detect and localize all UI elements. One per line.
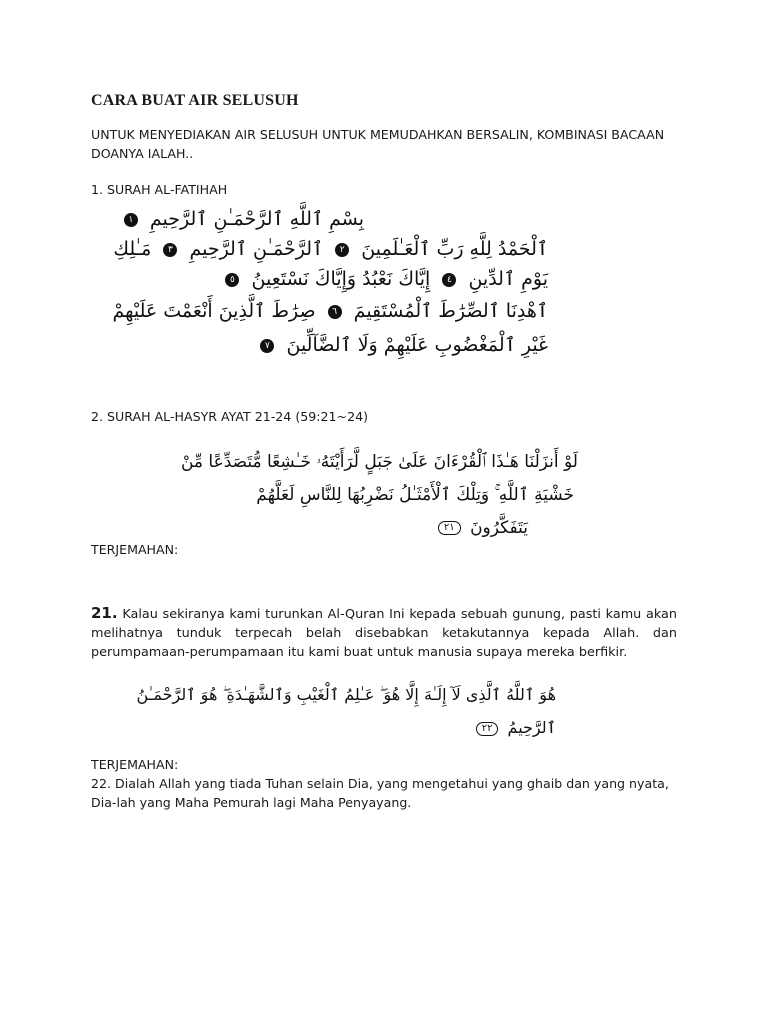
fatihah-ayah-5: إِيَّاكَ نَعْبُدُ وَإِيَّاكَ نَسْتَعِينُ (251, 268, 431, 290)
terjemahan-label: TERJEMAHAN: (91, 542, 179, 557)
intro-paragraph: UNTUK MENYEDIAKAN AIR SELUSUH UNTUK MEMUDAHKAN BERSALIN, KOMBINASI BACAAN DOANYA IALAH.. (91, 127, 665, 161)
translation-ayah-21 (91, 604, 677, 662)
ayah-number-marker: ٥ (225, 273, 239, 287)
fatihah-ayah-4-end: يَوْمِ ٱلدِّينِ (468, 268, 548, 290)
fatihah-ayah-6: ٱهْدِنَا ٱلصِّرَٰطَ ٱلْمُسْتَقِيمَ (353, 300, 548, 322)
ayah-number-marker: ٤ (442, 273, 456, 287)
page-title: CARA BUAT AIR SELUSUH (91, 92, 299, 109)
hasyr-22-line-2 (472, 718, 556, 737)
translation-21-text: Kalau sekiranya kami turunkan Al-Quran Ini kepada sebuah gunung, pasti kamu akan melihatnya tunduk terpecah belah disebabkan ketakutannya kepada Allah. dan perumpamaan-perumpamaan itu kami buat untuk manusia supaya mereka berfikir. (91, 607, 677, 660)
fatihah-line-1 (118, 208, 364, 230)
fatihah-ayah-4-start: مَـٰلِكِ (113, 238, 152, 260)
fatihah-ayah-7-start: صِرَٰطَ ٱلَّذِينَ أَنْعَمْتَ عَلَيْهِمْ (112, 300, 316, 322)
hasyr-22-line-1: هُوَ ٱللَّهُ ٱلَّذِى لَآ إِلَـٰهَ إِلَّا هُوَ ۖ عَـٰلِمُ ٱلْغَيْبِ وَٱلشَّهَـٰدَةِ ۖ هُوَ ٱلرَّحْمَـٰنُ (136, 685, 556, 704)
fatihah-line-3 (219, 268, 548, 290)
hasyr-21-line-1: لَوْ أَنزَلْنَا هَـٰذَا ٱلْقُرْءَانَ عَلَىٰ جَبَلٍ لَّرَأَيْتَهُۥ خَـٰشِعًا مُّتَصَدِّعًا مِّنْ (180, 452, 578, 472)
ayah-number-marker: ٢١ (438, 521, 461, 535)
terjemahan-label: TERJEMAHAN: (91, 757, 179, 772)
ayah-number-marker: ٧ (260, 339, 274, 353)
translation-ayah-22-block (91, 755, 681, 812)
translation-21-number: 21. (91, 604, 118, 622)
fatihah-heading: 1. SURAH AL-FATIHAH (91, 182, 228, 197)
fatihah-basmalah: بِسْمِ ٱللَّهِ ٱلرَّحْمَـٰنِ ٱلرَّحِيمِ (149, 208, 364, 230)
ayah-number-marker: ٣ (163, 243, 177, 257)
hasyr-21-line-3-text: يَتَفَكَّرُونَ (470, 518, 528, 538)
ayah-number-marker: ٦ (328, 305, 342, 319)
hasyr-heading: 2. SURAH AL-HASYR AYAT 21-24 (59:21~24) (91, 409, 369, 424)
fatihah-line-5 (254, 334, 548, 356)
fatihah-ayah-2: ٱلْحَمْدُ لِلَّهِ رَبِّ ٱلْعَـٰلَمِينَ (361, 238, 548, 260)
ayah-number-marker: ٢ (335, 243, 349, 257)
fatihah-line-2 (113, 238, 548, 260)
hasyr-21-line-2: خَشْيَةِ ٱللَّهِ ۚ وَتِلْكَ ٱلْأَمْثَـٰلُ نَضْرِبُهَا لِلنَّاسِ لَعَلَّهُمْ (256, 485, 574, 505)
hasyr-21-line-3 (434, 518, 528, 538)
fatihah-line-4 (112, 300, 548, 322)
fatihah-ayah-7-end: غَيْرِ ٱلْمَغْضُوبِ عَلَيْهِمْ وَلَا ٱلضَّآلِّينَ (286, 334, 548, 356)
ayah-number-marker: ٢٢ (476, 722, 499, 736)
translation-ayah-22: 22. Dialah Allah yang tiada Tuhan selain Dia, yang mengetahui yang ghaib dan yang nyata, Dia-lah yang Maha Pemurah lagi Maha Penyayang. (91, 776, 669, 810)
fatihah-ayah-3: ٱلرَّحْمَـٰنِ ٱلرَّحِيمِ (189, 238, 324, 260)
hasyr-22-line-2-text: ٱلرَّحِيمُ (507, 718, 556, 737)
ayah-number-marker: ١ (124, 213, 138, 227)
